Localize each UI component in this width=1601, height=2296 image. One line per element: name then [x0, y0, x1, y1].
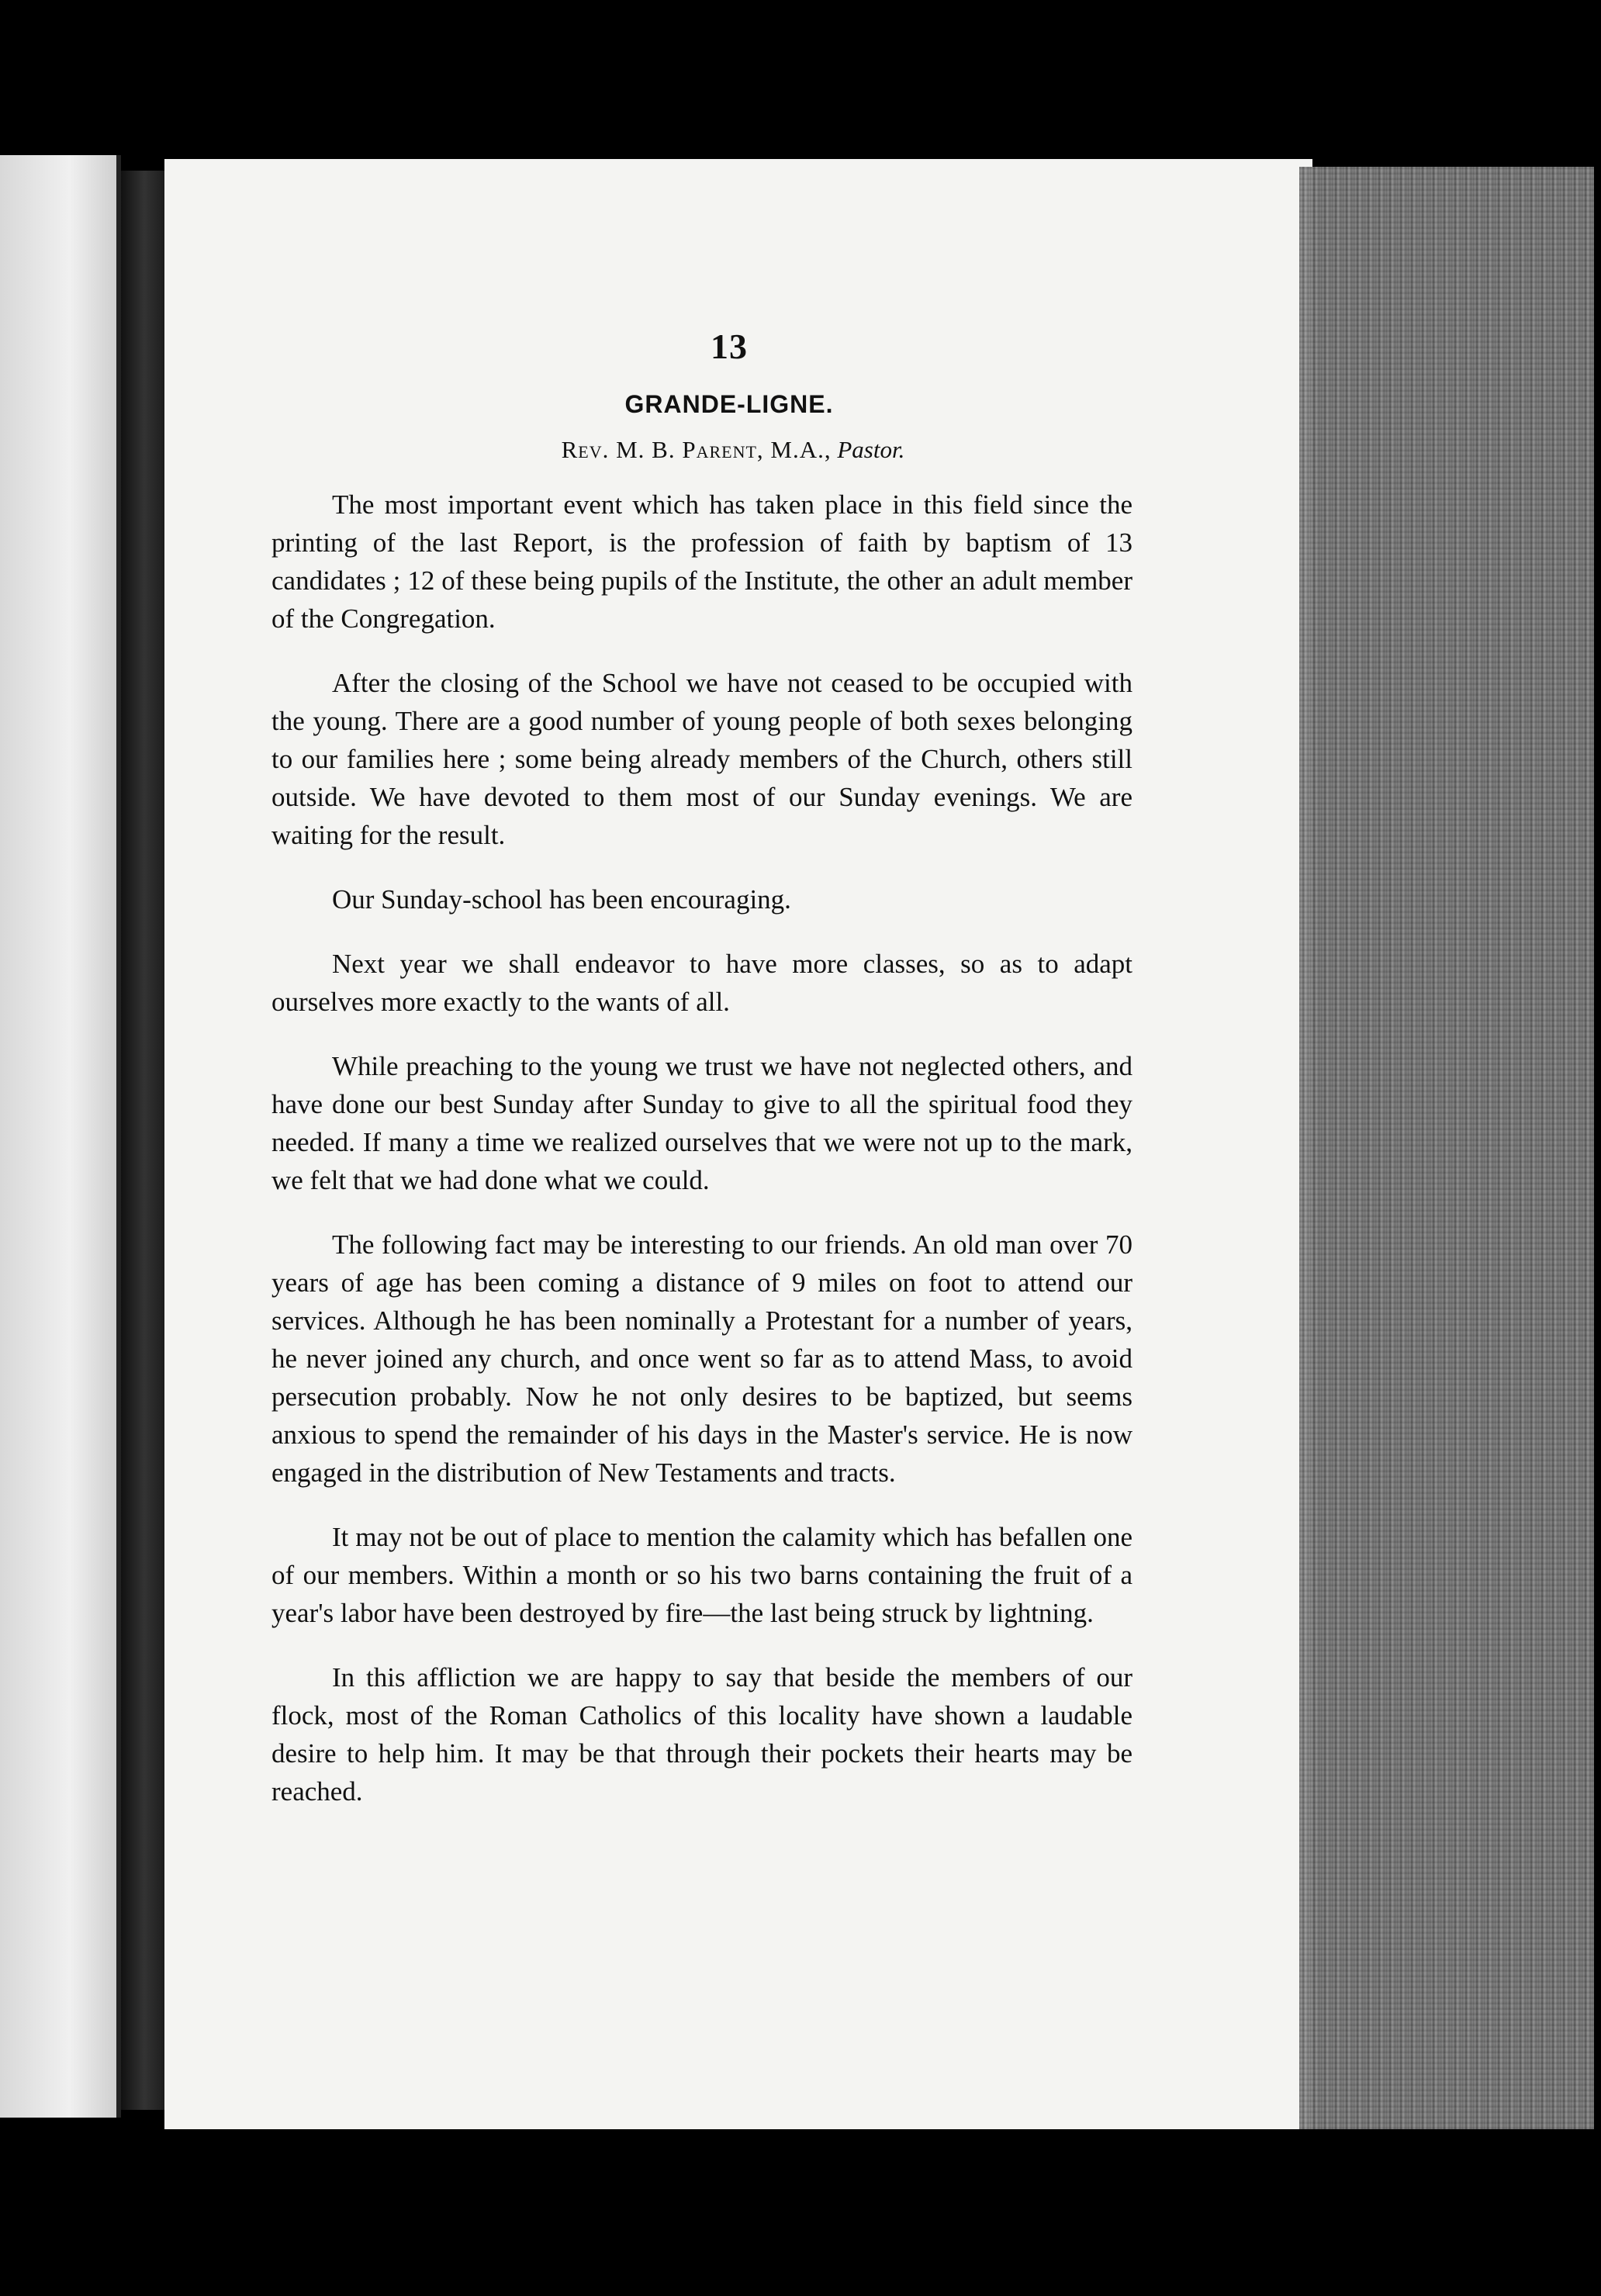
book-gutter — [121, 171, 168, 2110]
page-edge-stack — [1299, 167, 1594, 2129]
byline — [271, 436, 1132, 464]
paragraph-1: The most important event which has taken place in this field since the printing of the last Report, is the profession of faith by baptism of 13 candidates ; 12 of these being pupils of the Institute, the other an adult member of the Congregation. — [271, 489, 1132, 634]
paragraph-2: After the closing of the School we have not ceased to be occupied with the young. There are a good number of young people of both sexes belonging to our families here ; some being already members of the Church, others still outside. We have devoted to them most of our Sunday evenings. We are waiting for the result. — [271, 668, 1132, 850]
byline-role: Pastor. — [837, 436, 905, 463]
page-number: 13 — [711, 327, 748, 366]
paragraph-8: In this affliction we are happy to say that beside the members of our flock, most of the Roman Catholics of this locality have shown a laudable desire to help him. It may be that through their pockets their hearts may be reached. — [271, 1662, 1132, 1807]
paragraph-4: Next year we shall endeavor to have more classes, so as to adapt ourselves more exactly to the wants of all. — [271, 949, 1132, 1017]
previous-page-edge — [0, 155, 121, 2118]
paragraph-7: It may not be out of place to mention the calamity which has befallen one of our members. Within a month or so his two barns containing the fruit of a year's labor have been destroyed by fire—the last being struck by lightning. — [271, 1522, 1132, 1628]
paragraph-5: While preaching to the young we trust we have not neglected others, and have done our best Sunday after Sunday to give to all the spiritual food they needed. If many a time we realized ourselves that we were not up to the mark, we felt that we had done what we could. — [271, 1051, 1132, 1195]
byline-name: Rev. M. B. Parent, M.A., — [561, 436, 832, 463]
page-text — [271, 326, 1132, 1837]
section-heading: GRANDE-LIGNE. — [624, 390, 834, 418]
paragraph-6: The following fact may be interesting to our friends. An old man over 70 years of age has been coming a distance of 9 miles on foot to attend our services. Although he has been nominally a Protestant for a number of years, he never joined any church, and once went so far as to attend Mass, to avoid persecution probably. Now he not only desires to be baptized, but seems anxious to spend the remainder of his days in the Master's service. He is now engaged in the distribution of New Testaments and tracts. — [271, 1229, 1132, 1488]
paragraph-3: Our Sunday-school has been encouraging. — [332, 884, 791, 915]
